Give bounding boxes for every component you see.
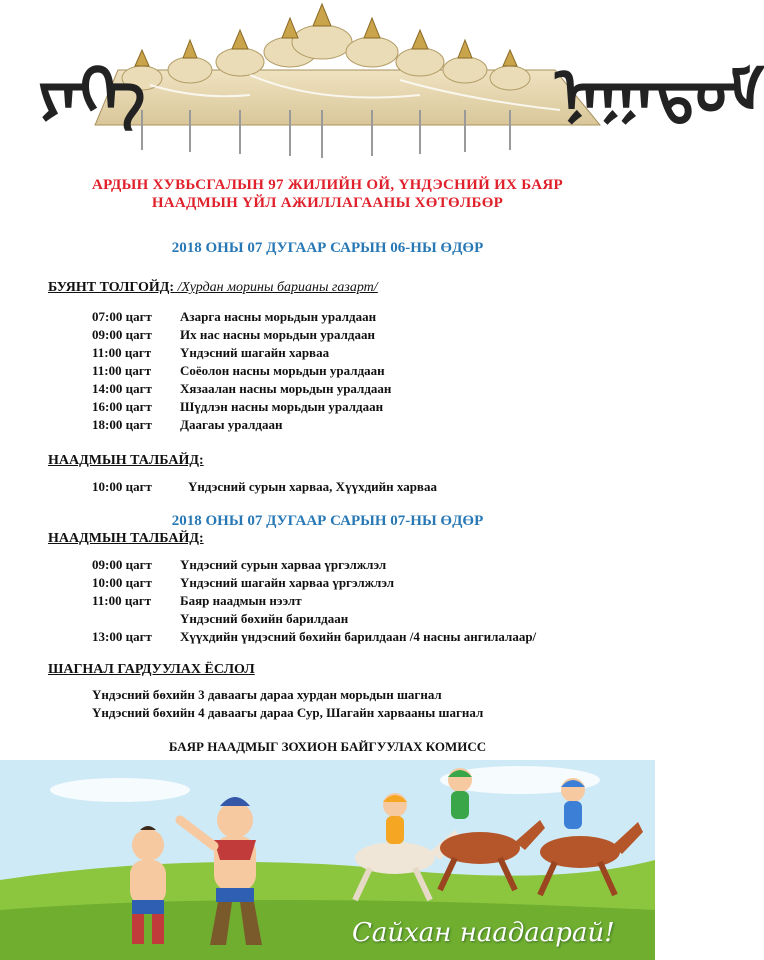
buyant-place-heading [48,280,378,296]
day2-stadium-heading: НААДМЫН ТАЛБАЙД: [48,531,204,546]
event-time: 07:00 цагт [92,309,152,324]
title-line-1: АРДЫН ХУВЬСГАЛЫН 97 ЖИЛИЙН ОЙ, ҮНДЭСНИЙ ИХ БАЯР [91,177,563,193]
event-name: Үндэсний шагайн харваа [180,345,330,360]
event-time: 18:00 цагт [92,417,152,432]
award-item: Үндэсний бөхийн 3 даваагы дараа хурдан морьдын шагнал [92,687,442,702]
event-name: Соёолон насны морьдын уралдаан [180,363,385,378]
calligraphy-left: ᠶᠡᠬᠡ [38,54,146,129]
event-name: Азарга насны морьдын уралдаан [180,309,377,324]
event-time: 13:00 цагт [92,629,152,644]
event-time: 10:00 цагт [92,575,152,590]
event-time: 16:00 цагт [92,399,152,414]
event-name: Үндэсний сурын харваа, Хүүхдийн харваа [188,479,437,494]
event-time: 11:00 цагт [92,345,152,360]
event-name: Үндэсний бөхийн барилдаан [180,611,349,626]
buyant-note: /Хурдан морины барианы газарт/ [177,280,378,295]
slogan-text: Сайхан наадаарай! [352,918,615,948]
event-time: 11:00 цагт [92,593,152,608]
event-time: 11:00 цагт [92,363,152,378]
day1-stadium-heading: НААДМЫН ТАЛБАЙД: [48,453,204,468]
calligraphy-right: ᠨᠠᠭᠠᠳᠤᠮ [555,54,764,129]
event-time: 14:00 цагт [92,381,152,396]
day2-heading: 2018 ОНЫ 07 ДУГААР САРЫН 07-НЫ ӨДӨР [171,513,484,529]
title-line-2: НААДМЫН ҮЙЛ АЖИЛЛАГААНЫ ХӨТӨЛБӨР [151,195,504,211]
event-name: Үндэсний шагайн харваа үргэлжлэл [180,575,395,590]
event-name: Баяр наадмын нээлт [180,593,302,608]
event-time: 10:00 цагт [92,479,152,494]
event-name: Хүүхдийн үндэсний бөхийн барилдаан /4 насны ангилалаар/ [180,629,537,644]
buyant-place: БУЯНТ ТОЛГОЙД: [48,280,175,295]
event-name: Шүдлэн насны морьдын уралдаан [180,399,384,414]
event-name: Даагаы уралдаан [180,417,283,432]
event-name: Их нас насны морьдын уралдаан [180,327,375,342]
event-name: Хязаалан насны морьдын уралдаан [180,381,392,396]
day1-heading: 2018 ОНЫ 07 ДУГААР САРЫН 06-НЫ ӨДӨР [171,240,484,256]
event-time: 09:00 цагт [92,327,152,342]
event-name: Үндэсний сурын харваа үргэлжлэл [180,557,387,572]
award-item: Үндэсний бөхийн 4 даваагы дараа Сур, Шагайн харвааны шагнал [92,705,484,720]
awards-heading: ШАГНАЛ ГАРДУУЛАХ ЁСЛОЛ [48,662,255,677]
organizing-committee: БАЯР НААДМЫГ ЗОХИОН БАЙГУУЛАХ КОМИСС [168,739,487,754]
event-time: 09:00 цагт [92,557,152,572]
